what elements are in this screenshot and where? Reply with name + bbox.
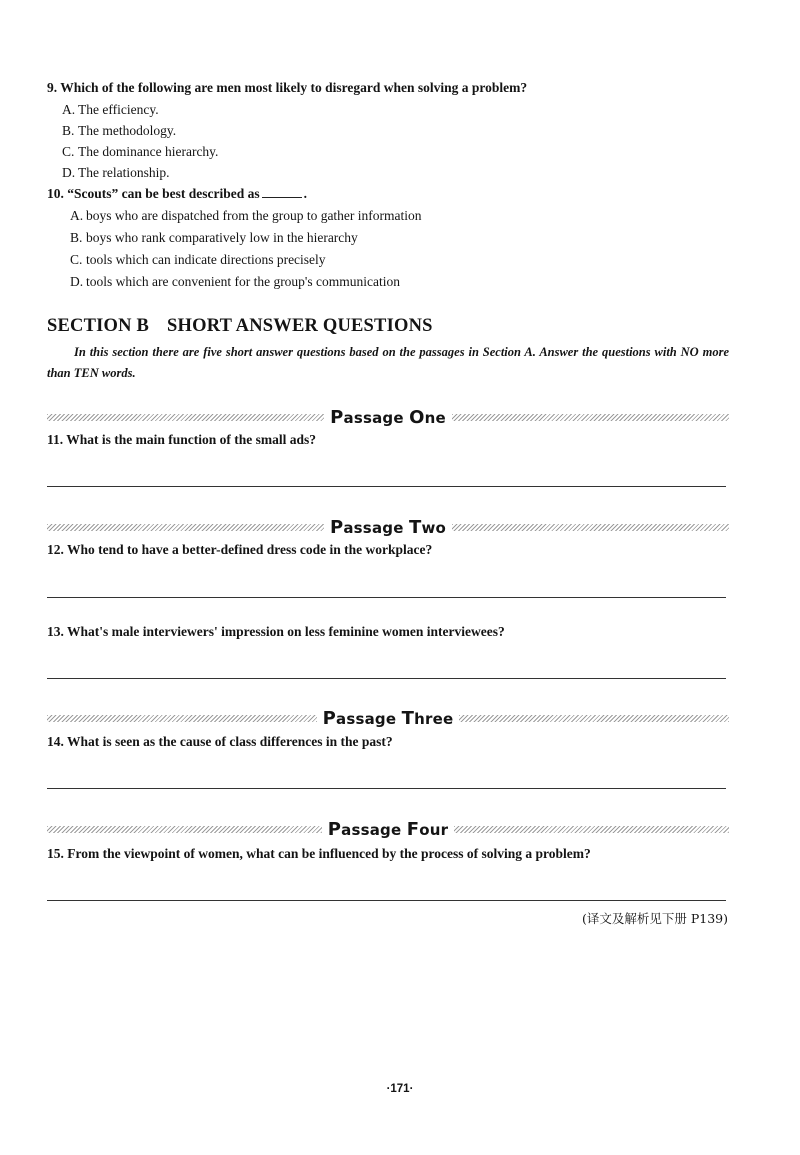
option-text: The relationship. xyxy=(78,165,170,180)
q9-option-a[interactable] xyxy=(62,102,159,118)
q10-option-a[interactable] xyxy=(70,208,422,224)
option-text: boys who rank comparatively low in the hierarchy xyxy=(86,230,358,245)
passage-three-label: Passage Three xyxy=(322,707,454,729)
answer-line-14[interactable] xyxy=(47,788,726,789)
option-text: The dominance hierarchy. xyxy=(78,144,219,159)
section-b-label: SECTION B xyxy=(47,316,150,336)
passage-one-divider xyxy=(47,406,729,428)
hatch-right xyxy=(454,826,729,833)
option-text: boys who are dispatched from the group to gather information xyxy=(86,208,422,223)
question-10-stem xyxy=(47,186,307,202)
section-b-heading: SHORT ANSWER QUESTIONS xyxy=(167,316,433,336)
passage-two-divider xyxy=(47,516,729,538)
hatch-right xyxy=(459,715,729,722)
question-9-stem: 9. Which of the following are men most likely to disregard when solving a problem? xyxy=(47,80,528,95)
hatch-left xyxy=(47,826,322,833)
section-b-title xyxy=(47,316,433,337)
option-text: The methodology. xyxy=(78,123,177,138)
question-11: 11. What is the main function of the small ads? xyxy=(47,432,317,447)
hatch-left xyxy=(47,524,324,531)
answer-line-12[interactable] xyxy=(47,597,726,598)
option-text: tools which can indicate directions precisely xyxy=(86,252,326,267)
question-15: 15. From the viewpoint of women, what can be influenced by the process of solving a problem? xyxy=(47,846,591,861)
option-letter: A. xyxy=(62,102,76,117)
hatch-left xyxy=(47,715,317,722)
q10-option-d[interactable] xyxy=(70,274,400,290)
q10-stem-end: . xyxy=(303,186,308,201)
passage-one-label: Passage One xyxy=(330,406,446,428)
q9-option-d[interactable] xyxy=(62,165,169,181)
answer-line-13[interactable] xyxy=(47,678,726,679)
q10-option-c[interactable] xyxy=(70,252,326,268)
question-12: 12. Who tend to have a better-defined dress code in the workplace? xyxy=(47,542,433,557)
q10-stem-text: 10. “Scouts” can be best described as xyxy=(47,186,260,201)
hatch-left xyxy=(47,414,324,421)
passage-four-divider xyxy=(47,818,729,840)
passage-three-divider xyxy=(47,707,729,729)
passage-two-label: Passage Two xyxy=(329,516,447,538)
page-number: ·171· xyxy=(386,1083,414,1095)
question-14: 14. What is seen as the cause of class differences in the past? xyxy=(47,734,393,749)
option-text: tools which are convenient for the group's communication xyxy=(86,274,400,289)
option-letter: D. xyxy=(70,274,84,289)
section-b-instructions: In this section there are five short answer questions based on the passages in Section A. Answer the questions with NO more than TEN words. xyxy=(47,345,729,380)
option-letter: A. xyxy=(70,208,84,223)
option-text: The efficiency. xyxy=(78,102,159,117)
option-letter: B. xyxy=(70,230,83,245)
q10-option-b[interactable] xyxy=(70,230,358,246)
option-letter: C. xyxy=(62,144,75,159)
hatch-right xyxy=(452,414,729,421)
passage-four-label: Passage Four xyxy=(327,818,449,840)
hatch-right xyxy=(452,524,729,531)
answer-line-11[interactable] xyxy=(47,486,726,487)
q9-option-c[interactable] xyxy=(62,144,218,160)
option-letter: D. xyxy=(62,165,76,180)
q10-blank[interactable] xyxy=(262,186,302,198)
q9-option-b[interactable] xyxy=(62,123,176,139)
option-letter: B. xyxy=(62,123,75,138)
answer-line-15[interactable] xyxy=(47,900,726,901)
option-letter: C. xyxy=(70,252,83,267)
reference-note: (译文及解析见下册 P139) xyxy=(582,911,728,926)
question-13: 13. What's male interviewers' impression on less feminine women interviewees? xyxy=(47,624,505,639)
